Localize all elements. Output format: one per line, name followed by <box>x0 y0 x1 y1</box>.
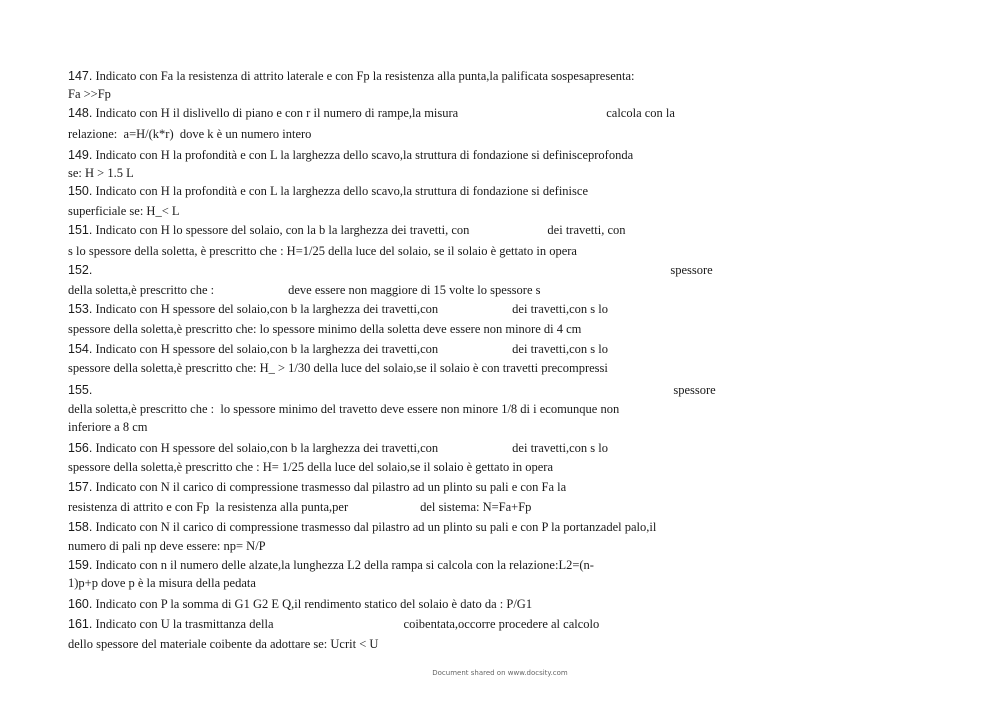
line-text: se: H > 1.5 L <box>68 166 134 180</box>
item-number: 155. <box>68 383 93 397</box>
line-text: numero di pali np deve essere: np= N/P <box>68 539 266 553</box>
line-text: s lo spessore della soletta, è prescritto che : H=1/25 della luce del solaio, se il solaio è gettato in opera <box>68 244 577 258</box>
line-text: spessore della soletta,è prescritto che : H= 1/25 della luce del solaio,se il solaio è gettato in opera <box>68 460 554 474</box>
line-text: Indicato con P la somma di G1 G2 E Q,il rendimento statico del solaio è dato da : P/G1 <box>92 597 533 611</box>
line-text: coibentata,occorre procedere al calcolo <box>403 617 600 631</box>
line-text: dello spessore del materiale coibente da adottare se: Ucrit < U <box>68 637 379 651</box>
line-text: dei travetti,con s lo <box>512 342 608 356</box>
line-text: Indicato con n il numero delle alzate,la lunghezza L2 della rampa si calcola con la relazione:L2=(n- <box>92 558 594 572</box>
text-line <box>68 282 541 298</box>
text-line <box>68 636 378 652</box>
text-line <box>68 222 626 238</box>
text-line <box>68 183 588 199</box>
text-line <box>68 382 716 398</box>
line-text: Indicato con H spessore del solaio,con b la larghezza dei travetti,con <box>92 441 439 455</box>
item-number: 159. <box>68 558 93 572</box>
line-text: Indicato con H spessore del solaio,con b la larghezza dei travetti,con <box>92 302 439 316</box>
text-line <box>68 519 656 535</box>
text-line <box>68 321 581 337</box>
text-line <box>68 479 566 495</box>
line-text: Fa >>Fp <box>68 87 111 101</box>
line-text: relazione: a=H/(k*r) dove k è un numero intero <box>68 127 312 141</box>
text-line <box>68 538 266 554</box>
item-number: 160. <box>68 597 93 611</box>
line-text: spessore <box>670 263 713 277</box>
item-number: 151. <box>68 223 93 237</box>
line-text: calcola con la <box>606 106 675 120</box>
item-number: 152. <box>68 263 93 277</box>
text-line <box>68 165 134 181</box>
item-number: 150. <box>68 184 93 198</box>
line-text: Indicato con N il carico di compressione trasmesso dal pilastro ad un plinto su pali e con P la portanzadel palo,il <box>92 520 657 534</box>
line-text: 1)p+p dove p è la misura della pedata <box>68 576 256 590</box>
line-text: resistenza di attrito e con Fp la resistenza alla punta,per <box>68 500 349 514</box>
text-line <box>68 68 634 84</box>
text-line <box>68 459 553 475</box>
text-line <box>68 440 608 456</box>
line-text: spessore della soletta,è prescritto che: H_ > 1/30 della luce del solaio,se il solaio è con travetti precompressi <box>68 361 608 375</box>
text-line <box>68 86 111 102</box>
line-text: Indicato con N il carico di compressione trasmesso dal pilastro ad un plinto su pali e con Fa la <box>92 480 567 494</box>
item-number: 156. <box>68 441 93 455</box>
line-text: Indicato con H spessore del solaio,con b la larghezza dei travetti,con <box>92 342 439 356</box>
text-line <box>68 401 619 417</box>
docsity-footer: Document shared on www.docsity.com <box>432 669 568 677</box>
text-line <box>68 499 531 515</box>
line-text: spessore della soletta,è prescritto che: lo spessore minimo della soletta deve essere non minore di 4 cm <box>68 322 582 336</box>
text-line <box>68 301 608 317</box>
line-text: della soletta,è prescritto che : lo spessore minimo del travetto deve essere non minore 1/8 di i ecomunque non <box>68 402 620 416</box>
text-line <box>68 262 713 278</box>
text-line <box>68 126 311 142</box>
item-number: 148. <box>68 106 93 120</box>
line-text: deve essere non maggiore di 15 volte lo spessore s <box>288 283 541 297</box>
text-line <box>68 105 675 121</box>
line-text: dei travetti, con <box>547 223 626 237</box>
text-line <box>68 147 633 163</box>
item-number: 158. <box>68 520 93 534</box>
line-text: Indicato con Fa la resistenza di attrito laterale e con Fp la resistenza alla punta,la palificata sospesapresenta: <box>92 69 635 83</box>
text-line <box>68 557 594 573</box>
line-text: Indicato con H il dislivello di piano e con r il numero di rampe,la misura <box>92 106 459 120</box>
line-text: della soletta,è prescritto che : <box>68 283 215 297</box>
line-text: Indicato con H la profondità e con L la larghezza dello scavo,la struttura di fondazione si definisce <box>92 184 588 198</box>
text-line <box>68 419 147 435</box>
line-text: del sistema: N=Fa+Fp <box>420 500 532 514</box>
text-line <box>68 596 532 612</box>
text-line <box>68 203 180 219</box>
text-line <box>68 360 608 376</box>
item-number: 161. <box>68 617 93 631</box>
text-line <box>68 243 577 259</box>
item-number: 147. <box>68 69 93 83</box>
line-text: dei travetti,con s lo <box>512 441 608 455</box>
item-number: 154. <box>68 342 93 356</box>
line-text: dei travetti,con s lo <box>512 302 608 316</box>
text-line <box>68 341 608 357</box>
item-number: 153. <box>68 302 93 316</box>
line-text: spessore <box>673 383 716 397</box>
line-text: Indicato con H lo spessore del solaio, con la b la larghezza dei travetti, con <box>92 223 470 237</box>
line-text: Indicato con H la profondità e con L la larghezza dello scavo,la struttura di fondazione si definisceprofonda <box>92 148 634 162</box>
text-line <box>68 575 256 591</box>
line-text: inferiore a 8 cm <box>68 420 148 434</box>
text-line <box>68 616 599 632</box>
item-number: 149. <box>68 148 93 162</box>
item-number: 157. <box>68 480 93 494</box>
line-text: superficiale se: H_< L <box>68 204 180 218</box>
line-text: Indicato con U la trasmittanza della <box>92 617 274 631</box>
